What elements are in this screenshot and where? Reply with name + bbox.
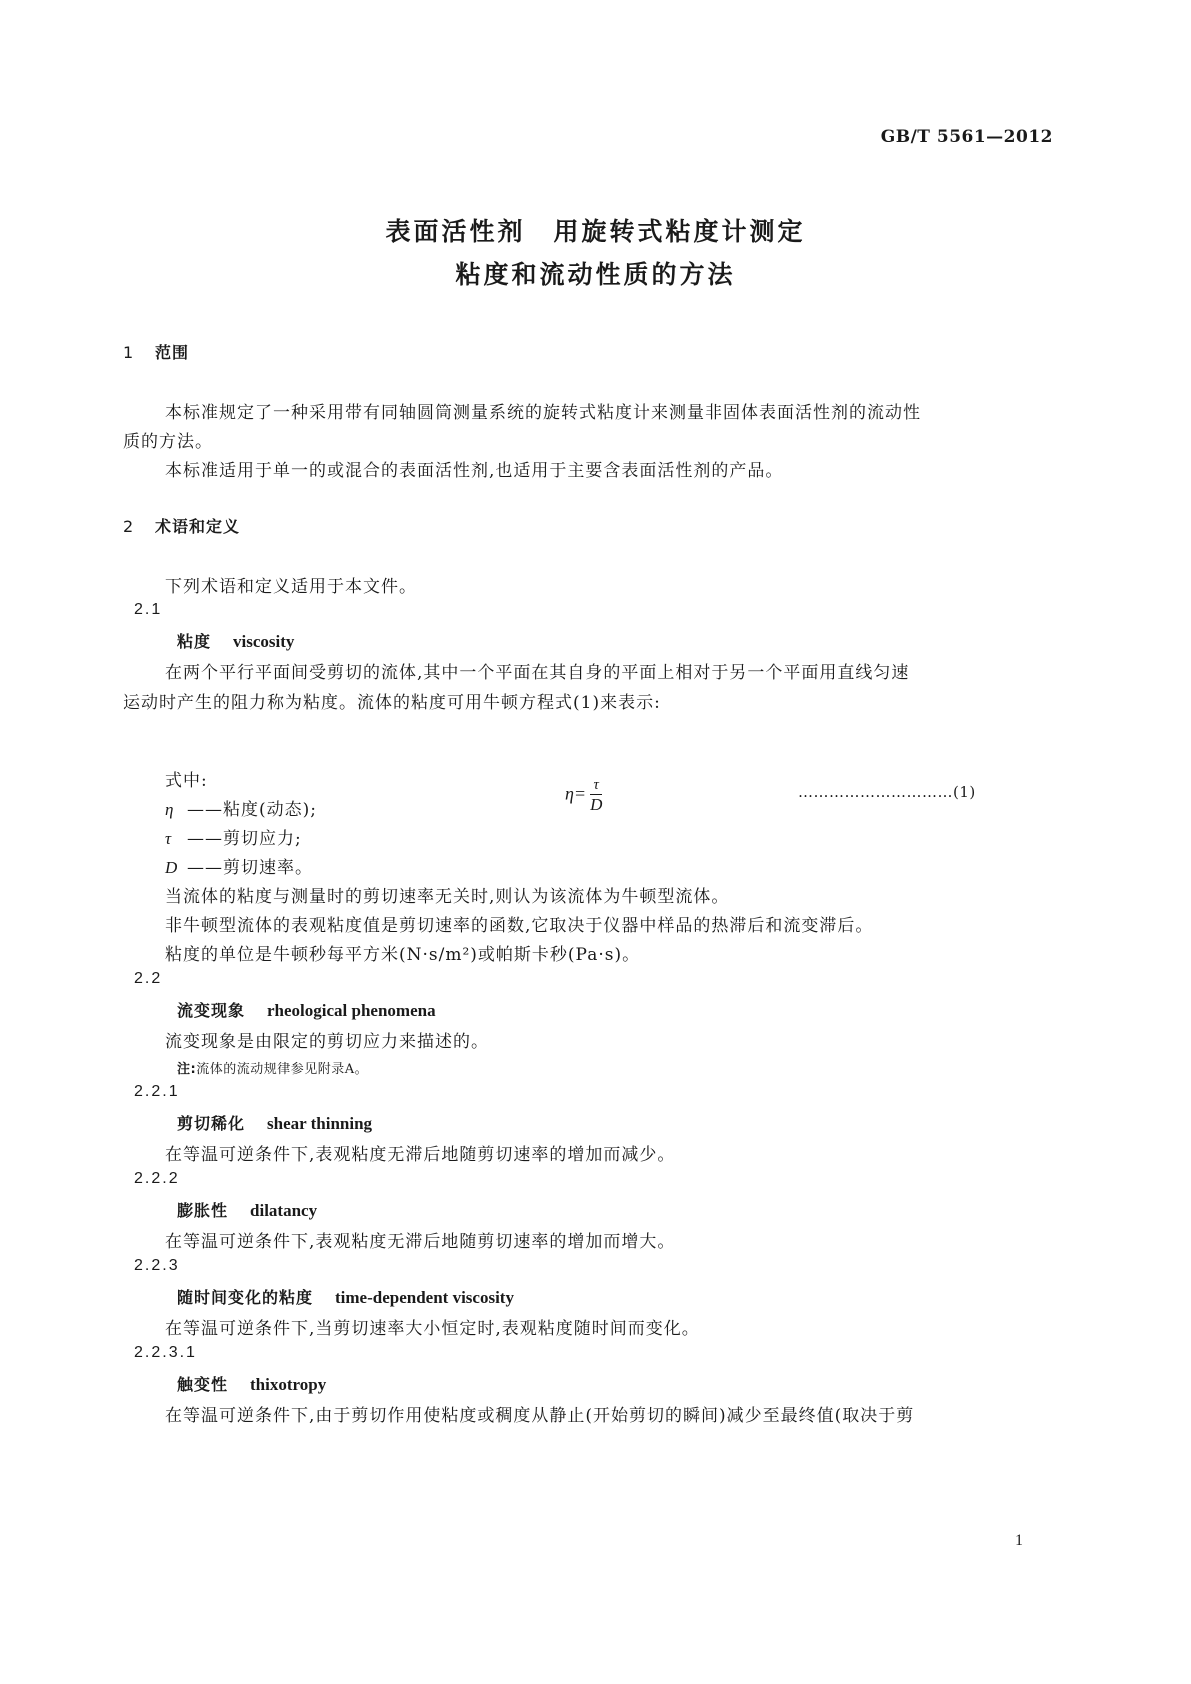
term-chinese: 膨胀性 (177, 1201, 229, 1220)
paragraph: 在两个平行平面间受剪切的流体,其中一个平面在其自身的平面上相对于另一个平面用直线匀速 (165, 663, 910, 683)
paragraph: 流变现象是由限定的剪切应力来描述的。 (165, 1032, 489, 1052)
term-heading (177, 1198, 317, 1221)
clause-number: 2.1 (134, 601, 163, 618)
paragraph: 本标准规定了一种采用带有同轴圆筒测量系统的旋转式粘度计来测量非固体表面活性剂的流动性 (165, 403, 921, 423)
term-chinese: 随时间变化的粘度 (177, 1288, 314, 1307)
variable-definition (165, 795, 317, 820)
section-number: 1 (123, 343, 135, 362)
variable-description: ——剪切应力; (187, 829, 302, 849)
term-chinese: 触变性 (177, 1375, 229, 1394)
term-chinese: 流变现象 (177, 1001, 246, 1020)
term-heading (177, 1372, 326, 1395)
term-english: shear thinning (267, 1114, 373, 1133)
fraction (590, 776, 602, 815)
note-label: 注: (177, 1062, 197, 1077)
variable-definition (165, 824, 302, 849)
variable-symbol: η (165, 800, 175, 819)
paragraph: 在等温可逆条件下,表观粘度无滞后地随剪切速率的增加而增大。 (165, 1232, 676, 1252)
paragraph: 在等温可逆条件下,由于剪切作用使粘度或稠度从静止(开始剪切的瞬间)减少至最终值(取决于剪 (165, 1406, 915, 1426)
section-title: 术语和定义 (155, 517, 241, 536)
clause-number: 2.2.3 (134, 1257, 180, 1274)
section-title: 范围 (155, 343, 190, 362)
paragraph: 当流体的粘度与测量时的剪切速率无关时,则认为该流体为牛顿型流体。 (165, 887, 730, 907)
note (177, 1058, 368, 1077)
term-chinese: 粘度 (177, 632, 212, 651)
paragraph: 下列术语和定义适用于本文件。 (165, 577, 417, 597)
section-2-heading (123, 514, 240, 537)
paragraph: 在等温可逆条件下,当剪切速率大小恒定时,表观粘度随时间而变化。 (165, 1319, 700, 1339)
variable-symbol: τ (165, 829, 173, 848)
section-number: 2 (123, 517, 135, 536)
paragraph: 质的方法。 (123, 432, 213, 452)
document-title-line-1: 表面活性剂 用旋转式粘度计测定 (385, 217, 806, 246)
page-number: 1 (1015, 1532, 1023, 1549)
standard-number: GB/T 5561—2012 (880, 127, 1053, 147)
paragraph: 非牛顿型流体的表观粘度值是剪切速率的函数,它取决于仪器中样品的热滞后和流变滞后。 (165, 916, 874, 936)
term-english: time-dependent viscosity (335, 1288, 514, 1307)
term-heading (177, 998, 436, 1021)
variable-description: ——剪切速率。 (187, 858, 313, 878)
term-heading (177, 1285, 514, 1308)
term-english: thixotropy (250, 1375, 327, 1394)
paragraph: 运动时产生的阻力称为粘度。流体的粘度可用牛顿方程式(1)来表示: (123, 693, 661, 713)
term-english: rheological phenomena (267, 1001, 436, 1020)
paragraph: 本标准适用于单一的或混合的表面活性剂,也适用于主要含表面活性剂的产品。 (165, 461, 784, 481)
paragraph: 在等温可逆条件下,表观粘度无滞后地随剪切速率的增加而减少。 (165, 1145, 676, 1165)
clause-number: 2.2 (134, 970, 163, 987)
formula-lhs: η= (565, 783, 587, 804)
clause-number: 2.2.3.1 (134, 1344, 197, 1361)
newton-equation (565, 776, 602, 815)
section-1-heading (123, 340, 189, 363)
term-heading (177, 1111, 372, 1134)
variable-description: ——粘度(动态); (187, 800, 317, 820)
note-text: 流体的流动规律参见附录A。 (196, 1062, 369, 1077)
equation-number: …………………………(1) (798, 783, 976, 801)
document-title-line-2: 粘度和流动性质的方法 (455, 260, 736, 289)
term-english: dilatancy (250, 1201, 318, 1220)
clause-number: 2.2.2 (134, 1170, 180, 1187)
variable-definition (165, 853, 313, 878)
clause-number: 2.2.1 (134, 1083, 180, 1100)
term-heading (177, 629, 294, 652)
fraction-numerator: τ (590, 776, 602, 795)
fraction-denominator: D (590, 795, 603, 814)
term-chinese: 剪切稀化 (177, 1114, 246, 1133)
term-english: viscosity (233, 632, 295, 651)
where-label: 式中: (165, 771, 208, 791)
variable-symbol: D (165, 858, 179, 877)
paragraph: 粘度的单位是牛顿秒每平方米(N·s/m²)或帕斯卡秒(Pa·s)。 (165, 945, 641, 965)
